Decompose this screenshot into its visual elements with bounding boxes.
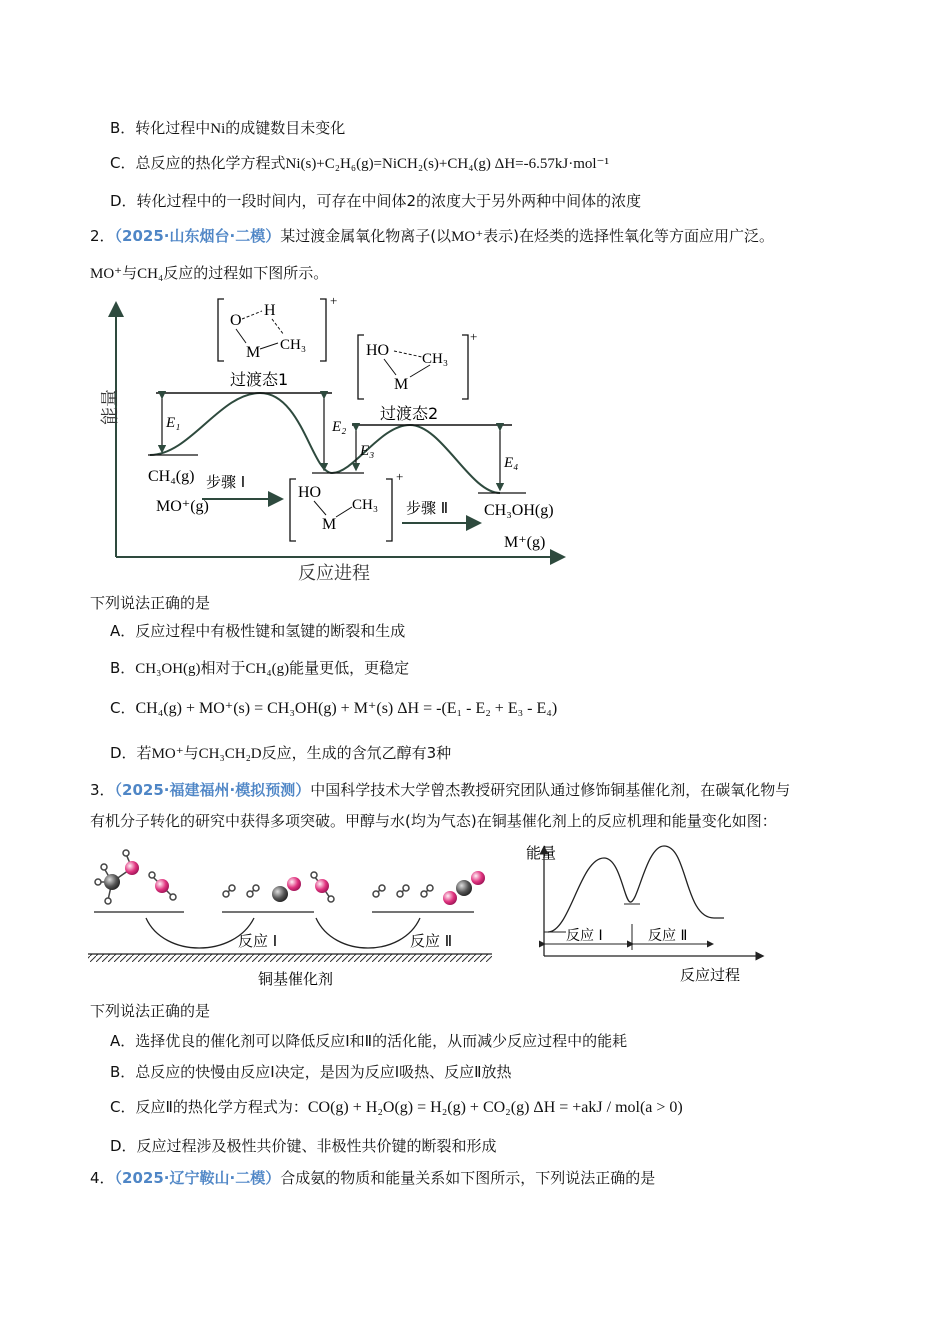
- q2-stem2-formula-mo: MO⁺: [90, 266, 123, 282]
- catalyst-label: 铜基催化剂: [258, 970, 334, 988]
- ts1-atom-m: M: [246, 344, 261, 361]
- q4-stem: [90, 1167, 655, 1189]
- q2-number: 2．: [90, 227, 115, 245]
- reactant-ch4-label: CH₄(g): [148, 468, 195, 485]
- q3-option-a: A．选择优良的催化剂可以降低反应Ⅰ和Ⅱ的活化能，从而减少反应过程中的能耗: [110, 1032, 628, 1050]
- co2-molecule: [443, 871, 485, 905]
- q2-stem-text-2: 表示)在烃类的选择性氧化等方面应用广泛。: [483, 227, 775, 245]
- q1-option-b-formula: Ni: [210, 121, 226, 137]
- q2-option-b-text: 相对于: [200, 659, 246, 677]
- q3-option-c-equation: CO(g) + H₂O(g) = H₂(g) + CO₂(g) ΔH = +akJ / mol(a > 0): [307, 1099, 683, 1116]
- intermediate-group-ch3: CH₃: [352, 497, 379, 513]
- hydrogen-molecules-2: [373, 885, 433, 897]
- q3-option-b: B．总反应的快慢由反应Ⅰ决定，是因为反应Ⅰ吸热、反应Ⅱ放热: [110, 1063, 512, 1081]
- q1-option-d: D．转化过程中的一段时间内，可存在中间体2的浓度大于另外两种中间体的浓度: [110, 192, 642, 210]
- q1-option-c-equation: Ni(s)+C₂H₆(g)=NiCH₂(s)+CH₄(g) ΔH=-6.57kJ·mol⁻¹: [285, 156, 609, 172]
- q2-option-d-text-3: 反应，生成的含氘乙醇有3种: [261, 744, 452, 762]
- ts2-group-ho: HO: [366, 342, 390, 359]
- profile-curve: [548, 846, 724, 932]
- ts2-structure: [358, 329, 477, 399]
- q2-option-c: [110, 697, 557, 720]
- step2-label: 步骤 Ⅱ: [406, 499, 449, 517]
- methanol-molecule: [95, 850, 139, 904]
- q2-option-c-equation: CH₄(g) + MO⁺(s) = CH₃OH(g) + M⁺(s) ΔH = -(E₁ - E₂ + E₃ - E₄): [135, 700, 558, 717]
- q2-stem-line1: [90, 225, 774, 248]
- e4-label: E₄: [504, 455, 519, 471]
- water-molecule-2: [311, 872, 334, 902]
- q2-stem2-text: 与: [122, 264, 138, 282]
- e3-label: E₃: [360, 443, 375, 459]
- q2-option-a: A．反应过程中有极性键和氢键的断裂和生成: [110, 622, 406, 640]
- q2-stem-text: 某过渡金属氧化物离子(以: [280, 227, 452, 245]
- intermediate-atom-m: M: [322, 516, 337, 533]
- intermediate-structure: [290, 469, 403, 541]
- profile-reaction1-label: 反应 Ⅰ: [566, 928, 603, 944]
- q3-stem-line2: 有机分子转化的研究中获得多项突破。甲醇与水(均为气态)在铜基催化剂上的反应机理和能量变化如图：: [90, 812, 777, 830]
- q2-option-d: [110, 742, 451, 765]
- profile-y-label: 能量: [526, 844, 557, 862]
- q4-source: （2025·辽宁鞍山·二模）: [114, 1169, 281, 1187]
- q2-option-d-text-2: 与: [183, 744, 199, 762]
- q1-option-c: [110, 152, 609, 175]
- q2-stem-formula: MO⁺: [451, 229, 484, 245]
- q4-number: 4．: [90, 1169, 115, 1187]
- water-molecule-1: [149, 872, 176, 900]
- q3-stem-line1: [90, 779, 790, 801]
- q1-option-c-text: C．总反应的热化学方程式: [110, 154, 286, 172]
- q3-option-d: D．反应过程涉及极性共价键、非极性共价键的断裂和形成: [110, 1137, 497, 1155]
- q2-stem2-formula-ch4: CH₄: [137, 266, 164, 282]
- product-m-label: M⁺(g): [504, 534, 546, 551]
- q2-stem2-text-2: 反应的过程如下图所示。: [163, 264, 329, 282]
- q3-option-c: [110, 1096, 683, 1119]
- reactant-mo-label: MO⁺(g): [156, 498, 209, 515]
- q3-number: 3．: [90, 781, 115, 799]
- ts2-group-ch3: CH₃: [422, 351, 449, 367]
- q2-option-b-letter: B．: [110, 659, 136, 677]
- ts1-group-ch3: CH₃: [280, 337, 307, 353]
- profile-x-label: 反应过程: [680, 966, 741, 984]
- step1-label: 步骤 Ⅰ: [206, 473, 246, 491]
- q3-mechanism-diagram: [84, 842, 504, 992]
- q3-prompt: 下列说法正确的是: [90, 1002, 211, 1020]
- q2-option-b: [110, 657, 409, 680]
- mechanism-reaction1-label: 反应 Ⅰ: [238, 932, 278, 950]
- q2-option-b-formula-1: CH₃OH(g): [135, 661, 201, 677]
- hydrogen-molecules-1: [223, 885, 259, 897]
- q2-option-d-formula-mo: MO⁺: [151, 746, 184, 762]
- co-molecule: [272, 877, 301, 902]
- q2-stem-line2: [90, 262, 328, 285]
- q2-option-b-text-2: 能量更低，更稳定: [289, 659, 410, 677]
- ts1-atom-o: O: [230, 312, 242, 329]
- q2-option-c-letter: C．: [110, 699, 136, 717]
- q4-stem-text: 合成氨的物质和能量关系如下图所示，下列说法正确的是: [280, 1169, 656, 1187]
- intermediate-group-ho: HO: [298, 484, 322, 501]
- profile-reaction2-label: 反应 Ⅱ: [648, 928, 688, 944]
- e2-label: E₂: [332, 419, 347, 435]
- e1-label: E₁: [166, 415, 181, 431]
- q3-source: （2025·福建福州·模拟预测）: [114, 781, 311, 799]
- q3-energy-profile: [518, 840, 768, 990]
- ts1-atom-h: H: [264, 302, 276, 319]
- energy-curve: [150, 393, 500, 493]
- ts2-label: 过渡态2: [380, 404, 439, 423]
- q3-option-c-text: C．反应Ⅱ的热化学方程式为：: [110, 1098, 308, 1116]
- q2-option-d-formula: CH₃CH₂D: [198, 746, 262, 762]
- q1-option-b-text-2: 的成键数目未变化: [225, 119, 346, 137]
- q2-option-d-text: D．若: [110, 744, 152, 762]
- q2-source: （2025·山东烟台·二模）: [114, 227, 281, 245]
- ts1-structure: [218, 293, 337, 361]
- q1-option-b-text: B．转化过程中: [110, 119, 211, 137]
- product-ch3oh-label: CH₃OH(g): [484, 502, 554, 519]
- ts2-charge: +: [470, 329, 478, 344]
- x-axis-label: 反应进程: [298, 563, 370, 584]
- y-axis-label: 能量: [100, 389, 121, 425]
- q3-stem-text: 中国科学技术大学曾杰教授研究团队通过修饰铜基催化剂，在碳氧化物与: [310, 781, 791, 799]
- q2-prompt: 下列说法正确的是: [90, 594, 211, 612]
- ts2-atom-m: M: [394, 376, 409, 393]
- q1-option-b: [110, 117, 345, 140]
- ts1-label: 过渡态1: [230, 370, 289, 389]
- catalyst-surface: [88, 954, 492, 962]
- ts1-charge: +: [330, 293, 338, 308]
- intermediate-charge: +: [396, 469, 404, 484]
- q2-option-b-formula-2: CH₄(g): [245, 661, 290, 677]
- mechanism-reaction2-label: 反应 Ⅱ: [410, 932, 453, 950]
- q2-energy-diagram: [80, 285, 580, 585]
